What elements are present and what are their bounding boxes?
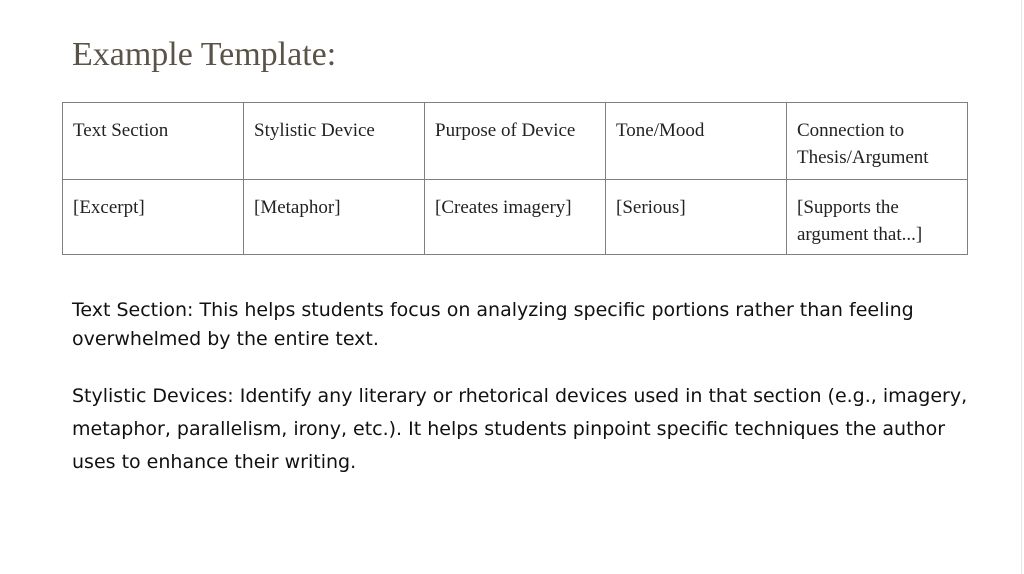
table-header-cell: Tone/Mood xyxy=(606,103,787,180)
note-stylistic-devices xyxy=(72,380,972,479)
note-label: Text Section: xyxy=(72,299,194,321)
table-header-cell: Purpose of Device xyxy=(425,103,606,180)
table-cell: [Metaphor] xyxy=(244,180,425,255)
table-header-cell: Text Section xyxy=(63,103,244,180)
table-cell: [Creates imagery] xyxy=(425,180,606,255)
table-cell: [Serious] xyxy=(606,180,787,255)
table-row xyxy=(63,180,968,255)
table-header-cell: Connection to Thesis/Argument xyxy=(787,103,968,180)
table-cell: [Supports the argument that...] xyxy=(787,180,968,255)
note-body: This helps students focus on analyzing specific portions rather than feeling overwhelmed by the entire text. xyxy=(72,299,914,350)
table-header-cell: Stylistic Device xyxy=(244,103,425,180)
example-template-table xyxy=(62,102,968,255)
note-label: Stylistic Devices: xyxy=(72,385,234,407)
slide-edge-divider xyxy=(1021,0,1022,574)
slide-title: Example Template: xyxy=(72,36,337,73)
note-text-section xyxy=(72,296,972,354)
notes-section xyxy=(72,296,972,479)
note-body: Identify any literary or rhetorical devices used in that section (e.g., imagery, metaphor, parallelism, irony, etc.). It helps students pinpoint specific techniques the author uses to enhance their writing. xyxy=(72,385,968,473)
table-header-row xyxy=(63,103,968,180)
table-cell: [Excerpt] xyxy=(63,180,244,255)
